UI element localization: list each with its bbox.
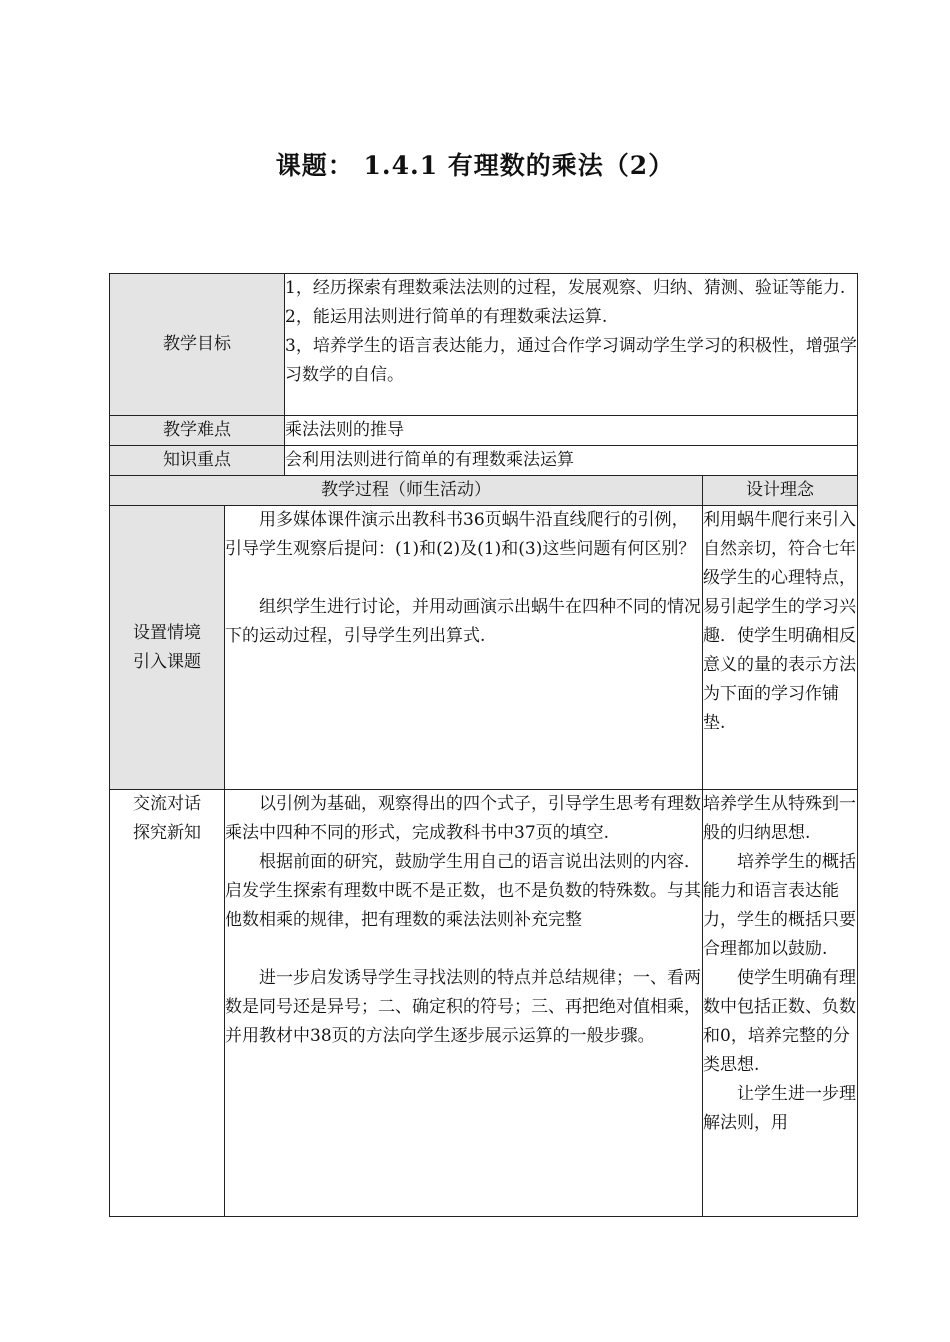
objective-item: 3，培养学生的语言表达能力，通过合作学习调动学生学习的积极性，增强学习数学的自信。: [285, 336, 857, 385]
design-paragraph: 培养学生从特殊到一般的归纳思想.: [703, 794, 856, 843]
process-paragraph: 用多媒体课件演示出教科书36页蜗牛沿直线爬行的引例，引导学生观察后提问：(1)和(2)及(1)和(3)这些问题有何区别？: [225, 510, 696, 559]
difficulty-text: 乘法法则的推导: [285, 416, 858, 446]
stage-label-line: 探究新知: [133, 823, 201, 843]
process-header-row: [110, 476, 858, 506]
design-paragraph: 让学生进一步理解法则，用: [703, 1084, 856, 1133]
objective-item: 2，能运用法则进行简单的有理数乘法运算.: [285, 307, 608, 327]
stage-design: [703, 506, 858, 790]
keypoint-row: [110, 446, 858, 476]
process-header: 教学过程（师生活动）: [110, 476, 703, 506]
stage-label-line: 引入课题: [133, 651, 201, 672]
stage-process: [225, 506, 703, 790]
stage-label: [110, 506, 225, 790]
design-paragraph: 使学生明确有理数中包括正数、负数和0，培养完整的分类思想.: [703, 968, 856, 1075]
process-paragraph: 以引例为基础，观察得出的四个式子，引导学生思考有理数乘法中四种不同的形式，完成教科书中37页的填空.: [225, 794, 701, 843]
stage-design: [703, 790, 858, 1217]
design-paragraph: 利用蜗牛爬行来引入自然亲切，符合七年级学生的心理特点，易引起学生的学习兴趣．使学生明确相反意义的量的表示方法为下面的学习作铺垫.: [703, 510, 856, 733]
stage-label-line: 交流对话: [133, 794, 201, 814]
keypoint-label: 知识重点: [110, 446, 285, 476]
design-header: 设计理念: [703, 476, 858, 506]
process-paragraph: 根据前面的研究，鼓励学生用自己的语言说出法则的内容．启发学生探索有理数中既不是正数，也不是负数的特殊数。与其他数相乘的规律，把有理数的乘法法则补充完整: [225, 852, 701, 930]
objectives-row: [110, 274, 858, 416]
objective-item: 1，经历探索有理数乘法法则的过程，发展观察、归纳、猜测、验证等能力.: [285, 278, 846, 298]
design-paragraph: 培养学生的概括能力和语言表达能力，学生的概括只要合理都加以鼓励.: [703, 852, 856, 959]
page-title: 课题： 1.4.1 有理数的乘法（2）: [275, 151, 675, 180]
stage-label: [110, 790, 225, 1217]
process-paragraph: 组织学生进行讨论，并用动画演示出蜗牛在四种不同的情况下的运动过程，引导学生列出算式.: [225, 597, 701, 646]
stage-process: [225, 790, 703, 1217]
difficulty-row: [110, 416, 858, 446]
objectives-content: [285, 274, 858, 416]
objectives-label: 教学目标: [110, 274, 285, 416]
difficulty-label: 教学难点: [110, 416, 285, 446]
stage-row: [110, 790, 858, 1217]
stage-row: [110, 506, 858, 790]
keypoint-text: 会利用法则进行简单的有理数乘法运算: [285, 446, 858, 476]
process-paragraph: 进一步启发诱导学生寻找法则的特点并总结规律；一、看两数是同号还是异号；二、确定积的符号；三、再把绝对值相乘，并用教材中38页的方法向学生逐步展示运算的一般步骤。: [225, 968, 701, 1046]
lesson-plan-table: [109, 273, 858, 1217]
stage-label-line: 设置情境: [133, 622, 201, 643]
